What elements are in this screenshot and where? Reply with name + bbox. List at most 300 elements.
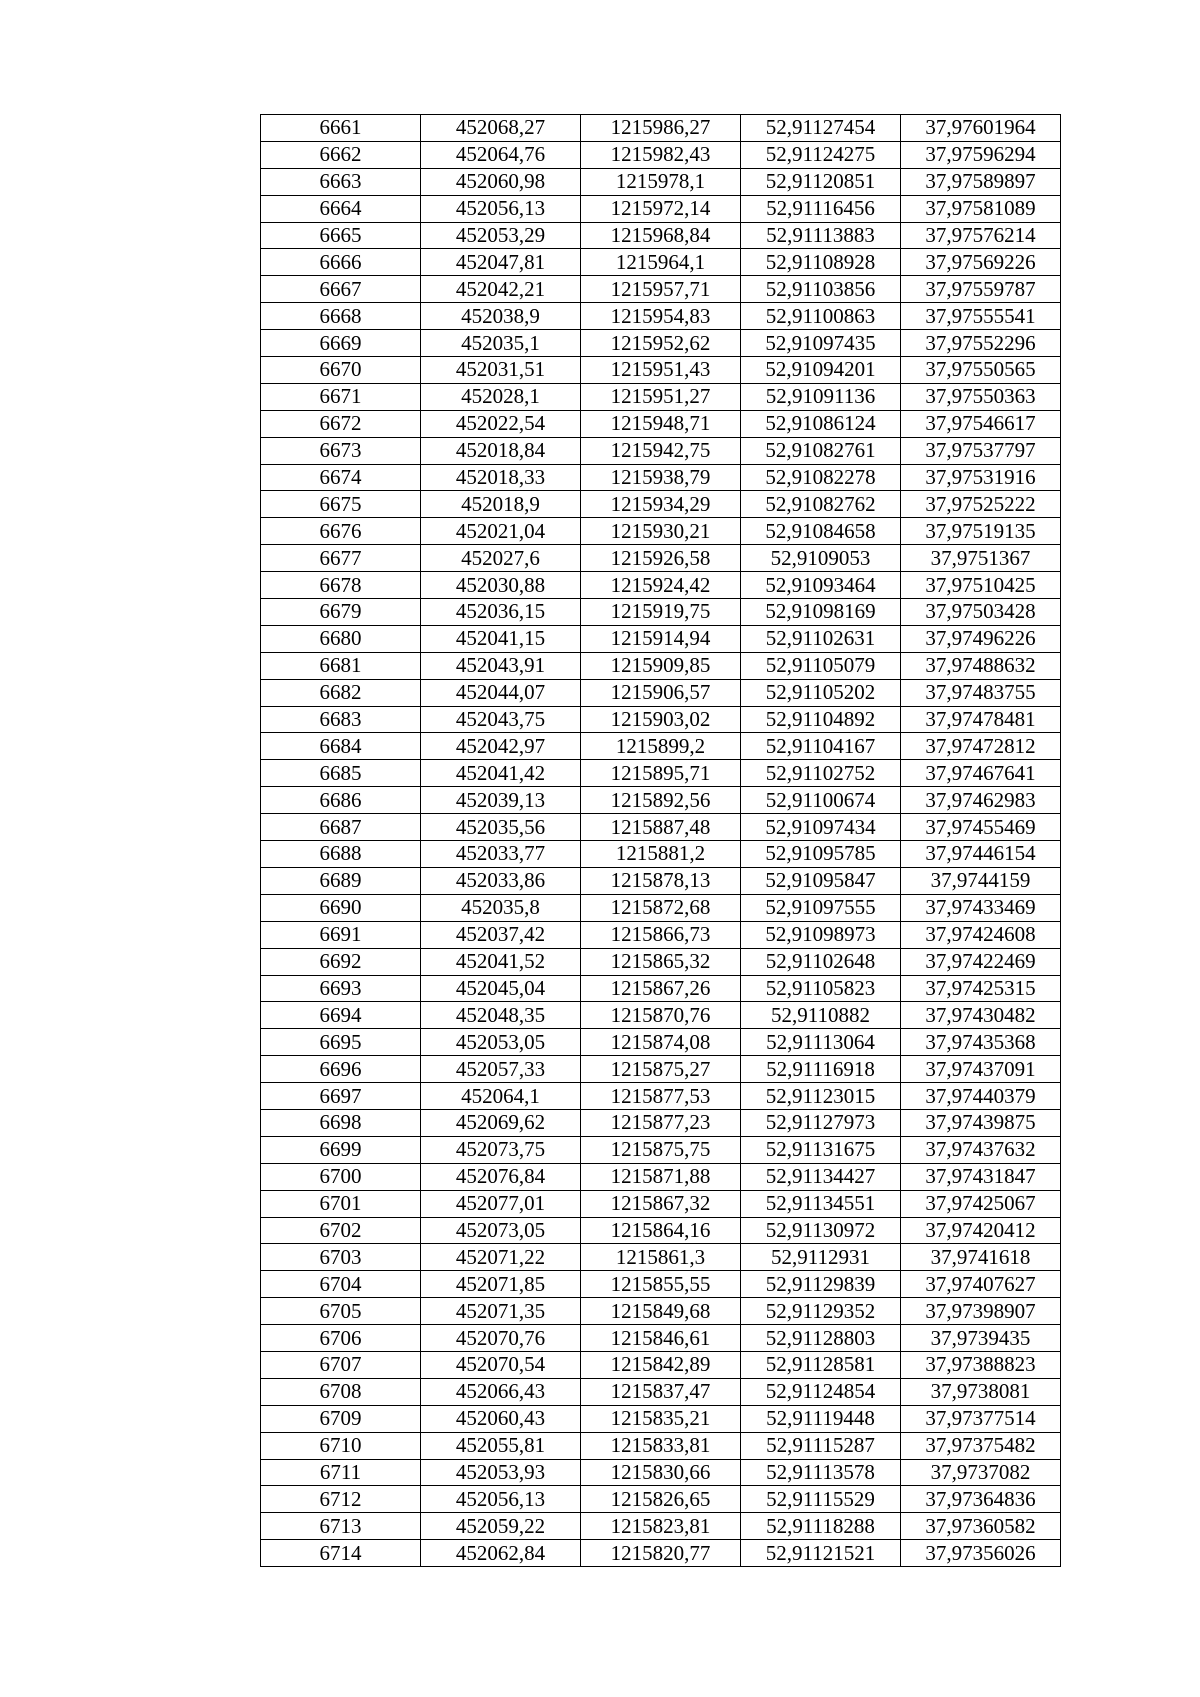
x-coordinate-cell: 452018,33	[421, 464, 581, 491]
point-number-cell: 6661	[261, 115, 421, 142]
y-coordinate-cell: 1215874,08	[581, 1029, 741, 1056]
y-coordinate-cell: 1215837,47	[581, 1378, 741, 1405]
latitude-cell: 52,91113883	[741, 222, 901, 249]
y-coordinate-cell: 1215972,14	[581, 195, 741, 222]
table-row	[261, 814, 1061, 841]
latitude-cell: 52,91094201	[741, 357, 901, 384]
point-number-cell: 6696	[261, 1056, 421, 1083]
x-coordinate-cell: 452069,62	[421, 1109, 581, 1136]
longitude-cell: 37,97424608	[901, 921, 1061, 948]
latitude-cell: 52,91113578	[741, 1459, 901, 1486]
latitude-cell: 52,91082761	[741, 437, 901, 464]
y-coordinate-cell: 1215878,13	[581, 867, 741, 894]
x-coordinate-cell: 452048,35	[421, 1002, 581, 1029]
latitude-cell: 52,91134427	[741, 1163, 901, 1190]
point-number-cell: 6701	[261, 1190, 421, 1217]
x-coordinate-cell: 452055,81	[421, 1432, 581, 1459]
table-row	[261, 195, 1061, 222]
table-row	[261, 1432, 1061, 1459]
table-row	[261, 841, 1061, 868]
latitude-cell: 52,91127973	[741, 1109, 901, 1136]
point-number-cell: 6674	[261, 464, 421, 491]
table-row	[261, 706, 1061, 733]
latitude-cell: 52,91104167	[741, 733, 901, 760]
y-coordinate-cell: 1215820,77	[581, 1540, 741, 1567]
x-coordinate-cell: 452033,77	[421, 841, 581, 868]
point-number-cell: 6709	[261, 1405, 421, 1432]
x-coordinate-cell: 452041,52	[421, 948, 581, 975]
longitude-cell: 37,97420412	[901, 1217, 1061, 1244]
y-coordinate-cell: 1215877,53	[581, 1083, 741, 1110]
table-row	[261, 599, 1061, 626]
x-coordinate-cell: 452038,9	[421, 303, 581, 330]
latitude-cell: 52,91082762	[741, 491, 901, 518]
y-coordinate-cell: 1215909,85	[581, 652, 741, 679]
table-row	[261, 679, 1061, 706]
longitude-cell: 37,97478481	[901, 706, 1061, 733]
table-row	[261, 1244, 1061, 1271]
x-coordinate-cell: 452045,04	[421, 975, 581, 1002]
latitude-cell: 52,91120851	[741, 168, 901, 195]
x-coordinate-cell: 452053,05	[421, 1029, 581, 1056]
table-row	[261, 1163, 1061, 1190]
point-number-cell: 6707	[261, 1351, 421, 1378]
x-coordinate-cell: 452036,15	[421, 599, 581, 626]
table-row	[261, 867, 1061, 894]
x-coordinate-cell: 452035,56	[421, 814, 581, 841]
x-coordinate-cell: 452060,43	[421, 1405, 581, 1432]
point-number-cell: 6683	[261, 706, 421, 733]
x-coordinate-cell: 452022,54	[421, 410, 581, 437]
latitude-cell: 52,91093464	[741, 572, 901, 599]
longitude-cell: 37,97525222	[901, 491, 1061, 518]
y-coordinate-cell: 1215849,68	[581, 1298, 741, 1325]
latitude-cell: 52,91102752	[741, 760, 901, 787]
latitude-cell: 52,91091136	[741, 383, 901, 410]
latitude-cell: 52,91097434	[741, 814, 901, 841]
point-number-cell: 6695	[261, 1029, 421, 1056]
point-number-cell: 6693	[261, 975, 421, 1002]
longitude-cell: 37,9751367	[901, 545, 1061, 572]
point-number-cell: 6672	[261, 410, 421, 437]
longitude-cell: 37,97559787	[901, 276, 1061, 303]
latitude-cell: 52,91105823	[741, 975, 901, 1002]
y-coordinate-cell: 1215957,71	[581, 276, 741, 303]
latitude-cell: 52,91100674	[741, 787, 901, 814]
latitude-cell: 52,91128803	[741, 1325, 901, 1352]
table-row	[261, 1459, 1061, 1486]
longitude-cell: 37,97437091	[901, 1056, 1061, 1083]
longitude-cell: 37,97431847	[901, 1163, 1061, 1190]
table-row	[261, 1298, 1061, 1325]
point-number-cell: 6684	[261, 733, 421, 760]
longitude-cell: 37,97496226	[901, 625, 1061, 652]
longitude-cell: 37,97552296	[901, 330, 1061, 357]
point-number-cell: 6680	[261, 625, 421, 652]
point-number-cell: 6667	[261, 276, 421, 303]
table-row	[261, 787, 1061, 814]
longitude-cell: 37,97455469	[901, 814, 1061, 841]
latitude-cell: 52,91127454	[741, 115, 901, 142]
coordinates-table-body	[261, 115, 1061, 1567]
point-number-cell: 6679	[261, 599, 421, 626]
point-number-cell: 6690	[261, 894, 421, 921]
table-row	[261, 975, 1061, 1002]
latitude-cell: 52,91102631	[741, 625, 901, 652]
y-coordinate-cell: 1215895,71	[581, 760, 741, 787]
coordinates-table	[260, 114, 1061, 1567]
latitude-cell: 52,91095785	[741, 841, 901, 868]
y-coordinate-cell: 1215875,27	[581, 1056, 741, 1083]
table-row	[261, 1486, 1061, 1513]
y-coordinate-cell: 1215924,42	[581, 572, 741, 599]
point-number-cell: 6700	[261, 1163, 421, 1190]
point-number-cell: 6711	[261, 1459, 421, 1486]
y-coordinate-cell: 1215855,55	[581, 1271, 741, 1298]
point-number-cell: 6708	[261, 1378, 421, 1405]
table-row	[261, 1513, 1061, 1540]
x-coordinate-cell: 452021,04	[421, 518, 581, 545]
latitude-cell: 52,91130972	[741, 1217, 901, 1244]
latitude-cell: 52,9112931	[741, 1244, 901, 1271]
x-coordinate-cell: 452076,84	[421, 1163, 581, 1190]
longitude-cell: 37,97550565	[901, 357, 1061, 384]
x-coordinate-cell: 452071,85	[421, 1271, 581, 1298]
y-coordinate-cell: 1215867,26	[581, 975, 741, 1002]
point-number-cell: 6691	[261, 921, 421, 948]
longitude-cell: 37,9744159	[901, 867, 1061, 894]
table-row	[261, 1136, 1061, 1163]
longitude-cell: 37,9737082	[901, 1459, 1061, 1486]
latitude-cell: 52,91100863	[741, 303, 901, 330]
point-number-cell: 6706	[261, 1325, 421, 1352]
table-row	[261, 652, 1061, 679]
latitude-cell: 52,91124275	[741, 141, 901, 168]
longitude-cell: 37,9739435	[901, 1325, 1061, 1352]
x-coordinate-cell: 452056,13	[421, 1486, 581, 1513]
y-coordinate-cell: 1215951,27	[581, 383, 741, 410]
y-coordinate-cell: 1215978,1	[581, 168, 741, 195]
y-coordinate-cell: 1215899,2	[581, 733, 741, 760]
latitude-cell: 52,91104892	[741, 706, 901, 733]
latitude-cell: 52,91095847	[741, 867, 901, 894]
latitude-cell: 52,91116456	[741, 195, 901, 222]
x-coordinate-cell: 452037,42	[421, 921, 581, 948]
y-coordinate-cell: 1215833,81	[581, 1432, 741, 1459]
y-coordinate-cell: 1215835,21	[581, 1405, 741, 1432]
y-coordinate-cell: 1215892,56	[581, 787, 741, 814]
point-number-cell: 6688	[261, 841, 421, 868]
table-row	[261, 1217, 1061, 1244]
y-coordinate-cell: 1215877,23	[581, 1109, 741, 1136]
longitude-cell: 37,97576214	[901, 222, 1061, 249]
y-coordinate-cell: 1215865,32	[581, 948, 741, 975]
latitude-cell: 52,91123015	[741, 1083, 901, 1110]
point-number-cell: 6687	[261, 814, 421, 841]
longitude-cell: 37,97388823	[901, 1351, 1061, 1378]
point-number-cell: 6663	[261, 168, 421, 195]
x-coordinate-cell: 452070,76	[421, 1325, 581, 1352]
latitude-cell: 52,91105202	[741, 679, 901, 706]
longitude-cell: 37,97375482	[901, 1432, 1061, 1459]
table-row	[261, 1002, 1061, 1029]
y-coordinate-cell: 1215919,75	[581, 599, 741, 626]
latitude-cell: 52,91116918	[741, 1056, 901, 1083]
point-number-cell: 6662	[261, 141, 421, 168]
point-number-cell: 6692	[261, 948, 421, 975]
y-coordinate-cell: 1215870,76	[581, 1002, 741, 1029]
point-number-cell: 6669	[261, 330, 421, 357]
longitude-cell: 37,97467641	[901, 760, 1061, 787]
x-coordinate-cell: 452073,05	[421, 1217, 581, 1244]
table-row	[261, 168, 1061, 195]
x-coordinate-cell: 452064,76	[421, 141, 581, 168]
point-number-cell: 6698	[261, 1109, 421, 1136]
latitude-cell: 52,91115529	[741, 1486, 901, 1513]
longitude-cell: 37,97550363	[901, 383, 1061, 410]
latitude-cell: 52,91102648	[741, 948, 901, 975]
y-coordinate-cell: 1215968,84	[581, 222, 741, 249]
latitude-cell: 52,91082278	[741, 464, 901, 491]
longitude-cell: 37,97446154	[901, 841, 1061, 868]
table-row	[261, 1271, 1061, 1298]
table-row	[261, 894, 1061, 921]
y-coordinate-cell: 1215952,62	[581, 330, 741, 357]
table-row	[261, 1109, 1061, 1136]
x-coordinate-cell: 452042,21	[421, 276, 581, 303]
latitude-cell: 52,91118288	[741, 1513, 901, 1540]
table-row	[261, 437, 1061, 464]
longitude-cell: 37,97546617	[901, 410, 1061, 437]
latitude-cell: 52,91134551	[741, 1190, 901, 1217]
latitude-cell: 52,91128581	[741, 1351, 901, 1378]
x-coordinate-cell: 452033,86	[421, 867, 581, 894]
longitude-cell: 37,97360582	[901, 1513, 1061, 1540]
table-row	[261, 1190, 1061, 1217]
x-coordinate-cell: 452041,42	[421, 760, 581, 787]
latitude-cell: 52,91129839	[741, 1271, 901, 1298]
longitude-cell: 37,97364836	[901, 1486, 1061, 1513]
y-coordinate-cell: 1215881,2	[581, 841, 741, 868]
y-coordinate-cell: 1215875,75	[581, 1136, 741, 1163]
table-row	[261, 330, 1061, 357]
x-coordinate-cell: 452053,93	[421, 1459, 581, 1486]
longitude-cell: 37,97407627	[901, 1271, 1061, 1298]
point-number-cell: 6676	[261, 518, 421, 545]
y-coordinate-cell: 1215930,21	[581, 518, 741, 545]
point-number-cell: 6714	[261, 1540, 421, 1567]
latitude-cell: 52,91097555	[741, 894, 901, 921]
table-row	[261, 383, 1061, 410]
x-coordinate-cell: 452066,43	[421, 1378, 581, 1405]
table-row	[261, 141, 1061, 168]
y-coordinate-cell: 1215846,61	[581, 1325, 741, 1352]
point-number-cell: 6673	[261, 437, 421, 464]
x-coordinate-cell: 452035,8	[421, 894, 581, 921]
y-coordinate-cell: 1215867,32	[581, 1190, 741, 1217]
longitude-cell: 37,97356026	[901, 1540, 1061, 1567]
table-row	[261, 948, 1061, 975]
table-row	[261, 1351, 1061, 1378]
x-coordinate-cell: 452031,51	[421, 357, 581, 384]
table-row	[261, 410, 1061, 437]
x-coordinate-cell: 452071,22	[421, 1244, 581, 1271]
latitude-cell: 52,91131675	[741, 1136, 901, 1163]
x-coordinate-cell: 452056,13	[421, 195, 581, 222]
x-coordinate-cell: 452030,88	[421, 572, 581, 599]
longitude-cell: 37,97435368	[901, 1029, 1061, 1056]
point-number-cell: 6665	[261, 222, 421, 249]
y-coordinate-cell: 1215938,79	[581, 464, 741, 491]
x-coordinate-cell: 452057,33	[421, 1056, 581, 1083]
x-coordinate-cell: 452039,13	[421, 787, 581, 814]
x-coordinate-cell: 452047,81	[421, 249, 581, 276]
latitude-cell: 52,91113064	[741, 1029, 901, 1056]
longitude-cell: 37,97398907	[901, 1298, 1061, 1325]
table-row	[261, 1056, 1061, 1083]
y-coordinate-cell: 1215866,73	[581, 921, 741, 948]
latitude-cell: 52,91098973	[741, 921, 901, 948]
point-number-cell: 6697	[261, 1083, 421, 1110]
longitude-cell: 37,97503428	[901, 599, 1061, 626]
y-coordinate-cell: 1215951,43	[581, 357, 741, 384]
x-coordinate-cell: 452070,54	[421, 1351, 581, 1378]
longitude-cell: 37,9741618	[901, 1244, 1061, 1271]
table-row	[261, 1405, 1061, 1432]
y-coordinate-cell: 1215948,71	[581, 410, 741, 437]
table-row	[261, 572, 1061, 599]
y-coordinate-cell: 1215871,88	[581, 1163, 741, 1190]
table-row	[261, 1083, 1061, 1110]
longitude-cell: 37,97462983	[901, 787, 1061, 814]
y-coordinate-cell: 1215887,48	[581, 814, 741, 841]
longitude-cell: 37,97488632	[901, 652, 1061, 679]
point-number-cell: 6703	[261, 1244, 421, 1271]
point-number-cell: 6686	[261, 787, 421, 814]
latitude-cell: 52,91124854	[741, 1378, 901, 1405]
table-row	[261, 491, 1061, 518]
x-coordinate-cell: 452053,29	[421, 222, 581, 249]
x-coordinate-cell: 452028,1	[421, 383, 581, 410]
latitude-cell: 52,91103856	[741, 276, 901, 303]
y-coordinate-cell: 1215872,68	[581, 894, 741, 921]
longitude-cell: 37,97437632	[901, 1136, 1061, 1163]
y-coordinate-cell: 1215906,57	[581, 679, 741, 706]
longitude-cell: 37,97589897	[901, 168, 1061, 195]
latitude-cell: 52,91097435	[741, 330, 901, 357]
x-coordinate-cell: 452060,98	[421, 168, 581, 195]
x-coordinate-cell: 452073,75	[421, 1136, 581, 1163]
x-coordinate-cell: 452018,84	[421, 437, 581, 464]
latitude-cell: 52,91098169	[741, 599, 901, 626]
y-coordinate-cell: 1215826,65	[581, 1486, 741, 1513]
latitude-cell: 52,91084658	[741, 518, 901, 545]
point-number-cell: 6694	[261, 1002, 421, 1029]
point-number-cell: 6712	[261, 1486, 421, 1513]
y-coordinate-cell: 1215903,02	[581, 706, 741, 733]
x-coordinate-cell: 452064,1	[421, 1083, 581, 1110]
y-coordinate-cell: 1215934,29	[581, 491, 741, 518]
longitude-cell: 37,97430482	[901, 1002, 1061, 1029]
point-number-cell: 6671	[261, 383, 421, 410]
y-coordinate-cell: 1215982,43	[581, 141, 741, 168]
table-row	[261, 1378, 1061, 1405]
latitude-cell: 52,9110882	[741, 1002, 901, 1029]
point-number-cell: 6678	[261, 572, 421, 599]
x-coordinate-cell: 452018,9	[421, 491, 581, 518]
point-number-cell: 6705	[261, 1298, 421, 1325]
point-number-cell: 6675	[261, 491, 421, 518]
longitude-cell: 37,97425315	[901, 975, 1061, 1002]
table-row	[261, 545, 1061, 572]
x-coordinate-cell: 452062,84	[421, 1540, 581, 1567]
point-number-cell: 6710	[261, 1432, 421, 1459]
longitude-cell: 37,97581089	[901, 195, 1061, 222]
latitude-cell: 52,91121521	[741, 1540, 901, 1567]
table-row	[261, 1325, 1061, 1352]
x-coordinate-cell: 452043,75	[421, 706, 581, 733]
point-number-cell: 6681	[261, 652, 421, 679]
table-row	[261, 921, 1061, 948]
point-number-cell: 6670	[261, 357, 421, 384]
point-number-cell: 6689	[261, 867, 421, 894]
x-coordinate-cell: 452027,6	[421, 545, 581, 572]
x-coordinate-cell: 452043,91	[421, 652, 581, 679]
y-coordinate-cell: 1215986,27	[581, 115, 741, 142]
latitude-cell: 52,91086124	[741, 410, 901, 437]
table-row	[261, 518, 1061, 545]
longitude-cell: 37,97440379	[901, 1083, 1061, 1110]
table-row	[261, 1029, 1061, 1056]
longitude-cell: 37,97483755	[901, 679, 1061, 706]
point-number-cell: 6702	[261, 1217, 421, 1244]
x-coordinate-cell: 452041,15	[421, 625, 581, 652]
x-coordinate-cell: 452071,35	[421, 1298, 581, 1325]
x-coordinate-cell: 452035,1	[421, 330, 581, 357]
y-coordinate-cell: 1215964,1	[581, 249, 741, 276]
y-coordinate-cell: 1215830,66	[581, 1459, 741, 1486]
point-number-cell: 6666	[261, 249, 421, 276]
point-number-cell: 6699	[261, 1136, 421, 1163]
latitude-cell: 52,91129352	[741, 1298, 901, 1325]
latitude-cell: 52,9109053	[741, 545, 901, 572]
x-coordinate-cell: 452044,07	[421, 679, 581, 706]
table-row	[261, 760, 1061, 787]
longitude-cell: 37,97422469	[901, 948, 1061, 975]
x-coordinate-cell: 452059,22	[421, 1513, 581, 1540]
y-coordinate-cell: 1215823,81	[581, 1513, 741, 1540]
table-row	[261, 1540, 1061, 1567]
y-coordinate-cell: 1215914,94	[581, 625, 741, 652]
y-coordinate-cell: 1215861,3	[581, 1244, 741, 1271]
latitude-cell: 52,91119448	[741, 1405, 901, 1432]
table-row	[261, 249, 1061, 276]
table-row	[261, 625, 1061, 652]
latitude-cell: 52,91108928	[741, 249, 901, 276]
table-row	[261, 222, 1061, 249]
table-row	[261, 733, 1061, 760]
longitude-cell: 37,97519135	[901, 518, 1061, 545]
point-number-cell: 6704	[261, 1271, 421, 1298]
point-number-cell: 6664	[261, 195, 421, 222]
table-row	[261, 464, 1061, 491]
longitude-cell: 37,97555541	[901, 303, 1061, 330]
longitude-cell: 37,97472812	[901, 733, 1061, 760]
point-number-cell: 6682	[261, 679, 421, 706]
longitude-cell: 37,97439875	[901, 1109, 1061, 1136]
table-row	[261, 357, 1061, 384]
longitude-cell: 37,97569226	[901, 249, 1061, 276]
